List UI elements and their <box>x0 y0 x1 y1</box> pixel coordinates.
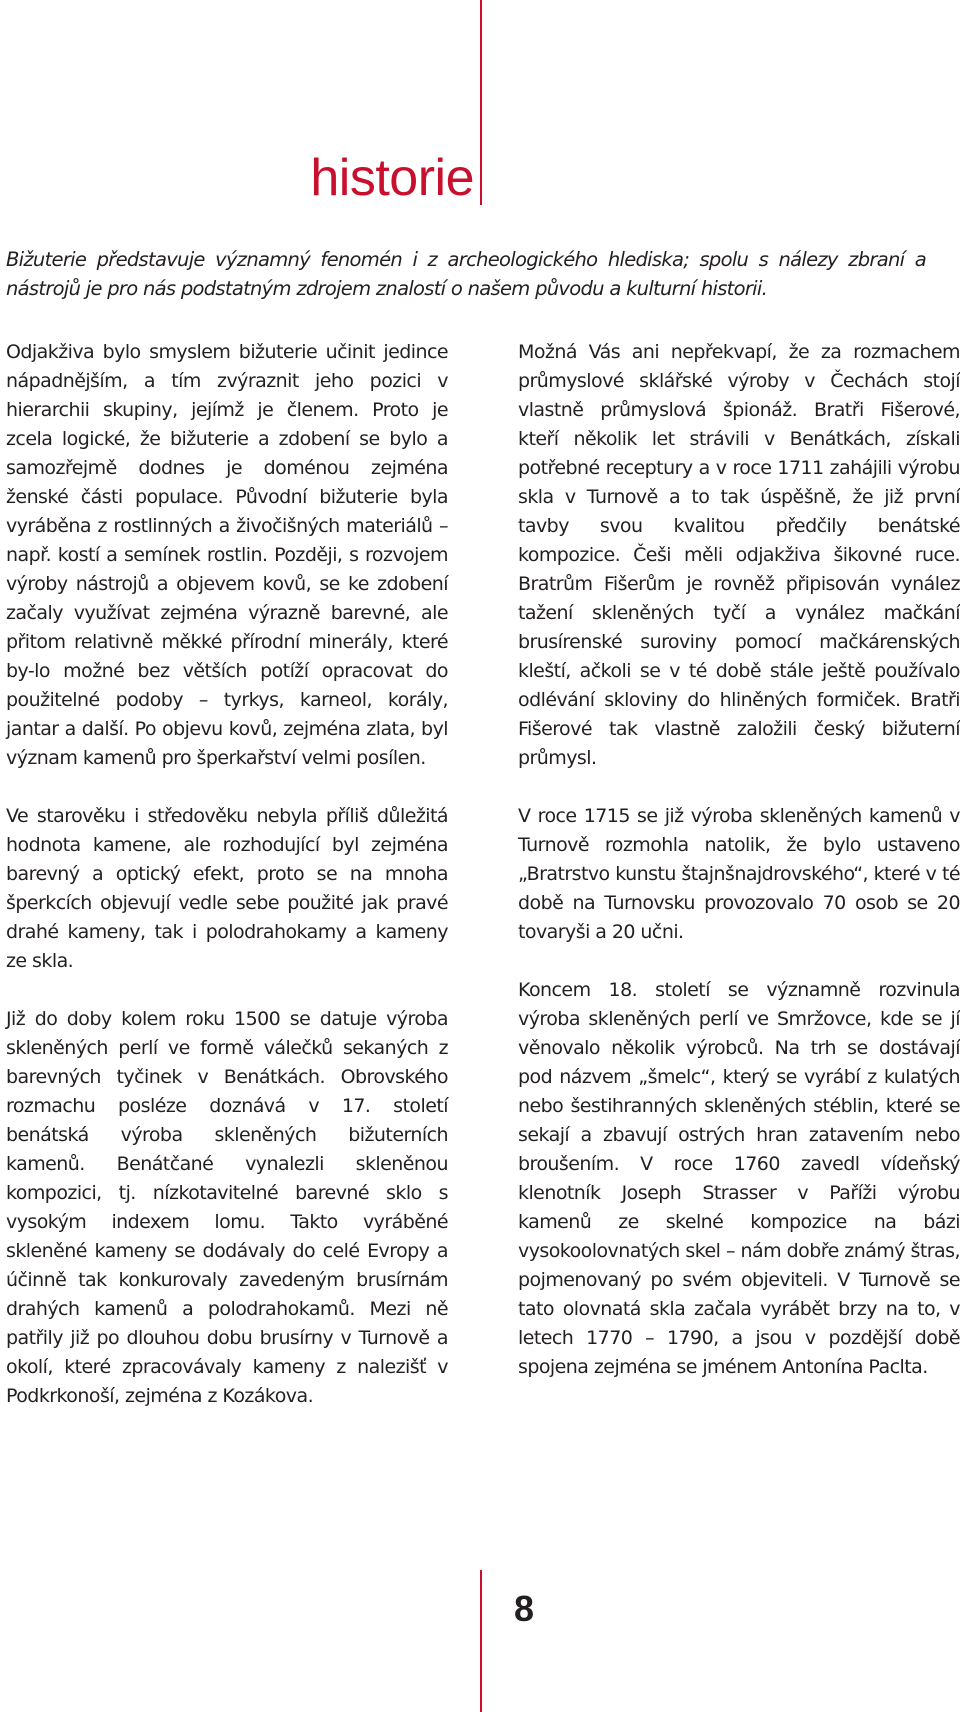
left-paragraph-3: Již do doby kolem roku 1500 se datuje výroba skleněných perlí ve formě válečků sekaných z barevných tyčinek v Benátkách. Obrovského rozmachu posléze doznává v 17. století benátská výroba skleněných bižuterních kamenů. Benátčané vynalezli skleněnou kompozici, tj. nízkotavitelné barevné sklo s vysokým indexem lomu. Takto vyráběné skleněné kameny se dodávaly do celé Evropy a účinně tak konkurovaly zavedeným brusírnám drahých kamenů a polodrahokamů. Mezi ně patřily již po dlouhou dobu brusírny v Turnově a okolí, které zpracovávaly kameny z nalezišť v Podkrkonoší, zejména z Kozákova. <box>6 1008 448 1407</box>
title-rule-top <box>480 0 482 205</box>
page-number-rule <box>480 1570 482 1712</box>
left-paragraph-1: Odjakživa bylo smyslem bižuterie učinit jedince nápadnějším, a tím zvýraznit jeho pozici v hierarchii skupiny, jejímž je členem. Proto je zcela logické, že bižuterie a zdobení se bylo a samozřejmě dodnes je doménou zejména ženské části populace. Původní bižuterie byla vyráběna z rostlinných a živočišných materiálů – např. kostí a semínek rostlin. Později, s rozvojem výroby nástrojů a objevem kovů, se ke zdobení začaly využívat zejména výrazně barevné, ale přitom relativně měkké přírodní minerály, které by-lo možné bez větších potíží opracovat do použitelné podoby – tyrkys, karneol, korály, jantar a další. Po objevu kovů, zejména zlata, byl význam kamenů pro šperkařství velmi posílen. <box>6 341 448 769</box>
right-paragraph-2: V roce 1715 se již výroba skleněných kamenů v Turnově rozmohla natolik, že bylo ustaveno „Bratrstvo kunstu štajnšnajdrovského“, které v té době na Turnovsku provozovalo 70 osob se 20 tovaryši a 20 učni. <box>518 805 960 943</box>
right-paragraph-1: Možná Vás ani nepřekvapí, že za rozmachem průmyslové sklářské výroby v Čechách stojí vlastně průmyslová špionáž. Bratři Fišerové, kteří několik let strávili v Benátkách, získali potřebné receptury a v roce 1711 zahájili výrobu skla v Turnově a to tak úspěšně, že již první tavby svou kvalitou předčily benátské kompozice. Češi měli odjakživa šikovné ruce. Bratrům Fišerům je rovněž připisován vynález tažení skleněných tyčí a vynález mačkání brusírenské suroviny pomocí mačkárenských kleští, ačkoli se v té době stále ještě používalo odlévání skloviny do hliněných formiček. Bratři Fišerové tak vlastně založili český bižuterní průmysl. <box>518 341 960 769</box>
page-number: 8 <box>514 1588 535 1629</box>
page-title: historie <box>310 149 474 207</box>
right-paragraph-3: Koncem 18. století se významně rozvinula výroba skleněných perlí ve Smržovce, kde se jí věnovalo několik výrobců. Na trh se dostávají pod názvem „šmelc“, který se vyrábí z kulatých nebo šestihranných skleněných stéblin, které se sekají a zbavují ostrých hran zatavením nebo broušením. V roce 1760 zavedl vídeňský klenotník Joseph Strasser v Paříži výrobu kamenů ze skelné kompozice na bázi vysokoolovnatých skel – nám dobře známý štras, pojmenovaný po svém objeviteli. V Turnově se tato olovnatá skla začala vyrábět brzy na to, v letech 1770 – 1790, a jsou v pozdější době spojena zejména se jménem Antonína Paclta. <box>518 979 960 1378</box>
left-paragraph-2: Ve starověku i středověku nebyla příliš důležitá hodnota kamene, ale rozhodující byl zejména barevný a optický efekt, proto se na mnoha šperkcích objevují vedle sebe použité jak pravé drahé kameny, tak i polodrahokamy a kameny ze skla. <box>6 805 448 972</box>
left-column <box>6 338 448 1440</box>
right-column <box>518 338 960 1411</box>
intro-paragraph: Bižuterie představuje významný fenomén i z archeologického hlediska; spolu s nálezy zbraní a nástrojů je pro nás podstatným zdrojem znalostí o našem původu a kulturní historii. <box>6 248 926 300</box>
